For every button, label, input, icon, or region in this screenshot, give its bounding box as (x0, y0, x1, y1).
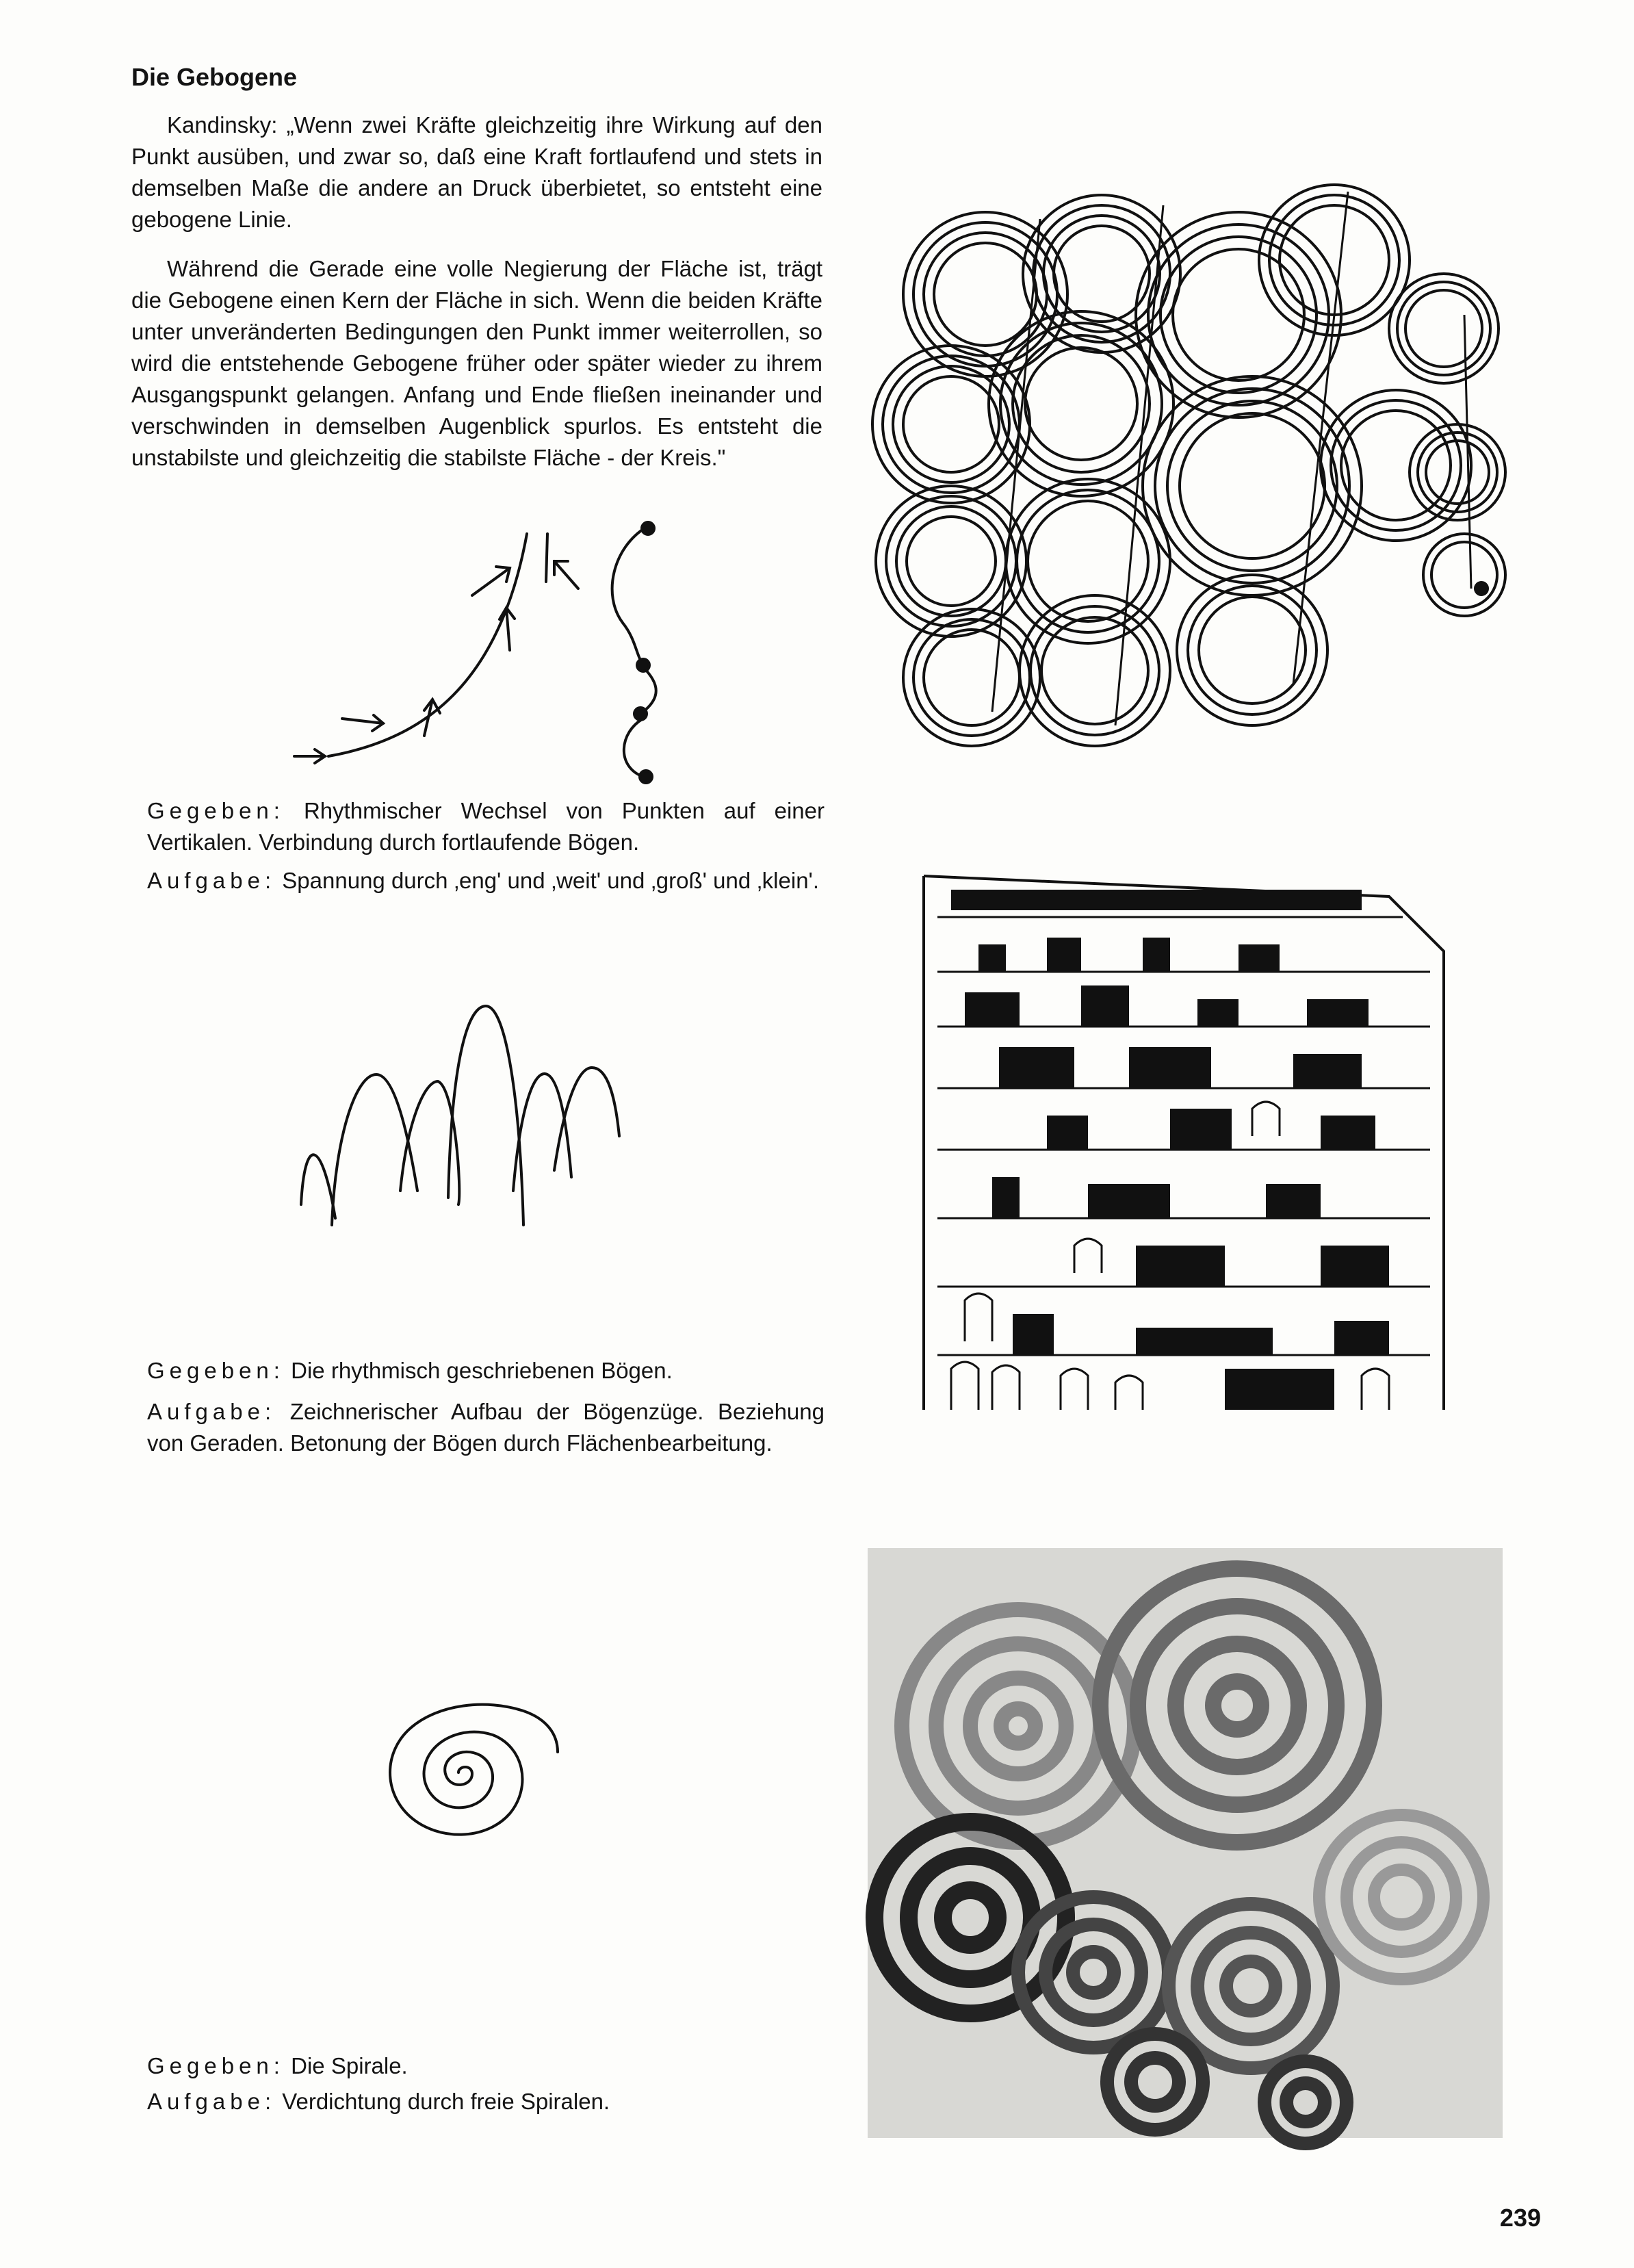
caption-1-task-text: Spannung durch ‚eng' und ‚weit' und ‚groß' und ‚klein'. (282, 868, 820, 893)
curve-forces-diagram (274, 520, 698, 794)
caption-3b (147, 2086, 825, 2117)
caption-1b (147, 865, 825, 897)
section-heading: Die Gebogene (131, 63, 298, 91)
architectural-arches-drawing (910, 862, 1457, 1417)
spiral-drawing (363, 1684, 568, 1861)
caption-3-task-text: Verdichtung durch freie Spiralen. (282, 2089, 610, 2114)
caption-1-task-label: Aufgabe: (147, 868, 276, 893)
caption-3-given-label: Gegeben: (147, 2053, 285, 2078)
caption-1-given-text: Rhythmischer Wechsel von Punkten auf einer Vertikalen. Verbindung durch fortlaufende Bögen. (147, 798, 825, 855)
caption-3-given-text: Die Spirale. (291, 2053, 408, 2078)
overlapping-circles-drawing (869, 178, 1512, 766)
intro-paragraph: Kandinsky: „Wenn zwei Kräfte gleichzeitig ihre Wirkung auf den Punkt ausüben, und zwar so, daß eine Kraft fortlaufend und stets in demselben Maße die andere an Druck überbietet, so entsteht eine gebogene Linie. (131, 112, 822, 232)
caption-3-task-label: Aufgabe: (147, 2089, 276, 2114)
caption-2b (147, 1396, 825, 1459)
free-spirals-painting (868, 1548, 1503, 2138)
caption-1 (147, 795, 825, 858)
rhythmic-arcs-drawing (294, 999, 664, 1259)
caption-2-given-text: Die rhythmisch geschriebenen Bögen. (291, 1358, 673, 1383)
body-paragraph: Während die Gerade eine volle Negierung der Fläche ist, trägt die Gebogene einen Kern der Fläche in sich. Wenn die beiden Kräfte unter unveränderten Bedingungen den Punkt immer weiterrollen, so wird die entstehende Gebogene früher oder später wieder zu ihrem Ausgangspunkt gelangen. Anfang und Ende fließen ineinander und verschwinden in demselben Augenblick spurlos. Es entsteht die unstabilste und gleichzeitig die stabilste Fläche - der Kreis." (131, 256, 822, 470)
caption-1-given-label: Gegeben: (147, 798, 285, 823)
caption-2-task-label: Aufgabe: (147, 1399, 276, 1424)
caption-2-task-text: Zeichnerischer Aufbau der Bögenzüge. Beziehung von Geraden. Betonung der Bögen durch Flächenbearbeitung. (147, 1399, 825, 1456)
caption-3 (147, 2050, 825, 2082)
caption-2-given-label: Gegeben: (147, 1358, 285, 1383)
caption-2 (147, 1355, 825, 1387)
page-number: 239 (1499, 2204, 1541, 2232)
